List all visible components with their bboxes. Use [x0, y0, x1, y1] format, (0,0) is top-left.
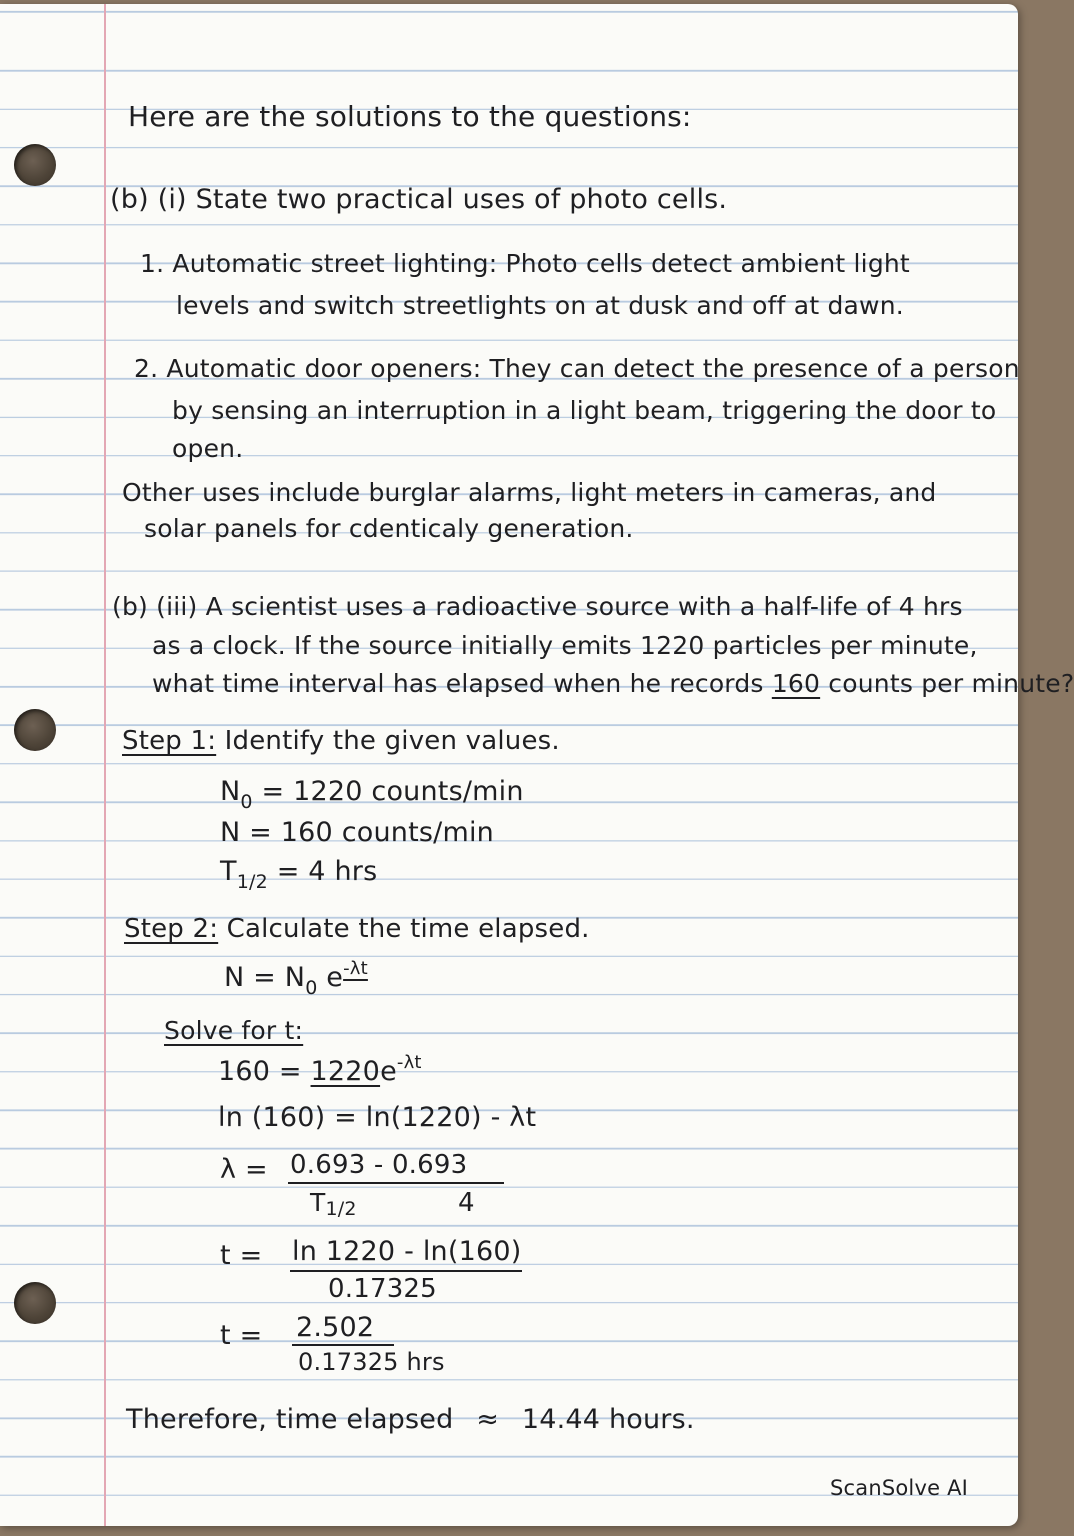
fraction-bar — [288, 1182, 504, 1184]
given-n: N = 160 counts/min — [220, 817, 494, 848]
equation-text: e — [326, 962, 344, 993]
equation-text: e — [380, 1056, 397, 1087]
fraction-bar — [292, 1344, 394, 1346]
t-lhs-1: t = — [220, 1240, 263, 1271]
t-denominator-2: 0.17325 hrs — [298, 1348, 445, 1376]
question-text: A scientist uses a radioactive source with a half-life of 4 hrs — [205, 592, 963, 621]
symbol: T — [220, 856, 237, 887]
question-label: (b) (i) — [110, 184, 187, 215]
step-title: Identify the given values. — [224, 726, 560, 756]
subscript: 0 — [305, 977, 318, 999]
t-lhs-2: t = — [220, 1320, 263, 1351]
binder-hole — [14, 144, 56, 186]
approx-symbol: ≈ — [476, 1404, 500, 1435]
value: = 1220 counts/min — [261, 776, 524, 807]
final-answer: 14.44 hours. — [521, 1404, 695, 1435]
conclusion — [126, 1404, 695, 1435]
lambda-lhs: λ = — [220, 1154, 268, 1185]
subscript: 1/2 — [325, 1198, 357, 1220]
decay-equation — [224, 958, 368, 999]
question-text: what time interval has elapsed when he records — [152, 669, 764, 698]
answer-item-1-line-1 — [140, 249, 910, 278]
binder-hole — [14, 1282, 56, 1324]
lambda-denominator-t — [310, 1188, 357, 1220]
answer-item-1-line-2: levels and switch streetlights on at dusk and off at dawn. — [176, 291, 904, 320]
fraction-bar — [290, 1270, 522, 1272]
answer-item-2-line-2: by sensing an interruption in a light beam, triggering the door to — [172, 396, 997, 425]
given-n0 — [220, 776, 524, 813]
step-1-heading — [122, 726, 560, 756]
equation-text: N = N — [224, 962, 306, 993]
step-title: Calculate the time elapsed. — [226, 914, 590, 944]
question-label: (b) (iii) — [112, 592, 198, 621]
value: = 4 hrs — [276, 856, 378, 887]
underlined-value: 160 — [771, 669, 821, 698]
symbol: N — [220, 776, 241, 807]
t-denominator-1: 0.17325 — [328, 1274, 437, 1304]
step-2-heading — [124, 914, 590, 944]
answer-item-2-line-1 — [134, 354, 1020, 383]
exponent: -λt — [343, 958, 368, 979]
question-b-i — [110, 184, 727, 215]
notebook-page — [0, 4, 1074, 1526]
list-text: Automatic street lighting: Photo cells detect ambient light — [172, 249, 910, 278]
conclusion-text: Therefore, time elapsed — [126, 1404, 454, 1435]
question-b-iii-line-2: as a clock. If the source initially emits 1220 particles per minute, — [152, 631, 978, 660]
lambda-numerator: 0.693 - 0.693 — [290, 1150, 468, 1180]
binder-hole — [14, 709, 56, 751]
working-line-2: ln (160) = ln(1220) - λt — [218, 1102, 537, 1133]
question-b-iii-line-3 — [152, 669, 1074, 698]
question-b-iii-line-1 — [112, 592, 963, 621]
question-text: State two practical uses of photo cells. — [195, 184, 728, 215]
exponent: -λt — [396, 1052, 422, 1073]
t-numerator-2: 2.502 — [296, 1312, 375, 1343]
question-text: counts per minute? — [828, 669, 1074, 698]
equation-text: 160 = — [218, 1056, 302, 1087]
footer-watermark: ScanSolve AI — [830, 1476, 969, 1500]
list-number: 1. — [140, 249, 165, 278]
step-label: Step 2: — [124, 914, 219, 944]
list-number: 2. — [134, 354, 159, 383]
step-label: Step 1: — [122, 726, 217, 756]
other-uses-line-2: solar panels for cdenticaly generation. — [144, 514, 634, 543]
intro-text: Here are the solutions to the questions: — [128, 100, 692, 133]
answer-item-2-line-3: open. — [172, 434, 244, 463]
equation-text: 1220 — [310, 1056, 381, 1087]
list-text: Automatic door openers: They can detect the presence of a person — [166, 354, 1020, 383]
solve-for-label: Solve for t: — [164, 1016, 304, 1045]
other-uses-line-1: Other uses include burglar alarms, light meters in cameras, and — [122, 478, 937, 507]
working-line-1 — [218, 1052, 422, 1087]
subscript: 1/2 — [236, 871, 268, 893]
symbol: T — [310, 1188, 326, 1217]
subscript: 0 — [240, 791, 253, 813]
given-half-life — [220, 856, 378, 893]
t-numerator-1: ln 1220 - ln(160) — [292, 1236, 522, 1267]
lambda-denominator-4: 4 — [458, 1188, 475, 1218]
